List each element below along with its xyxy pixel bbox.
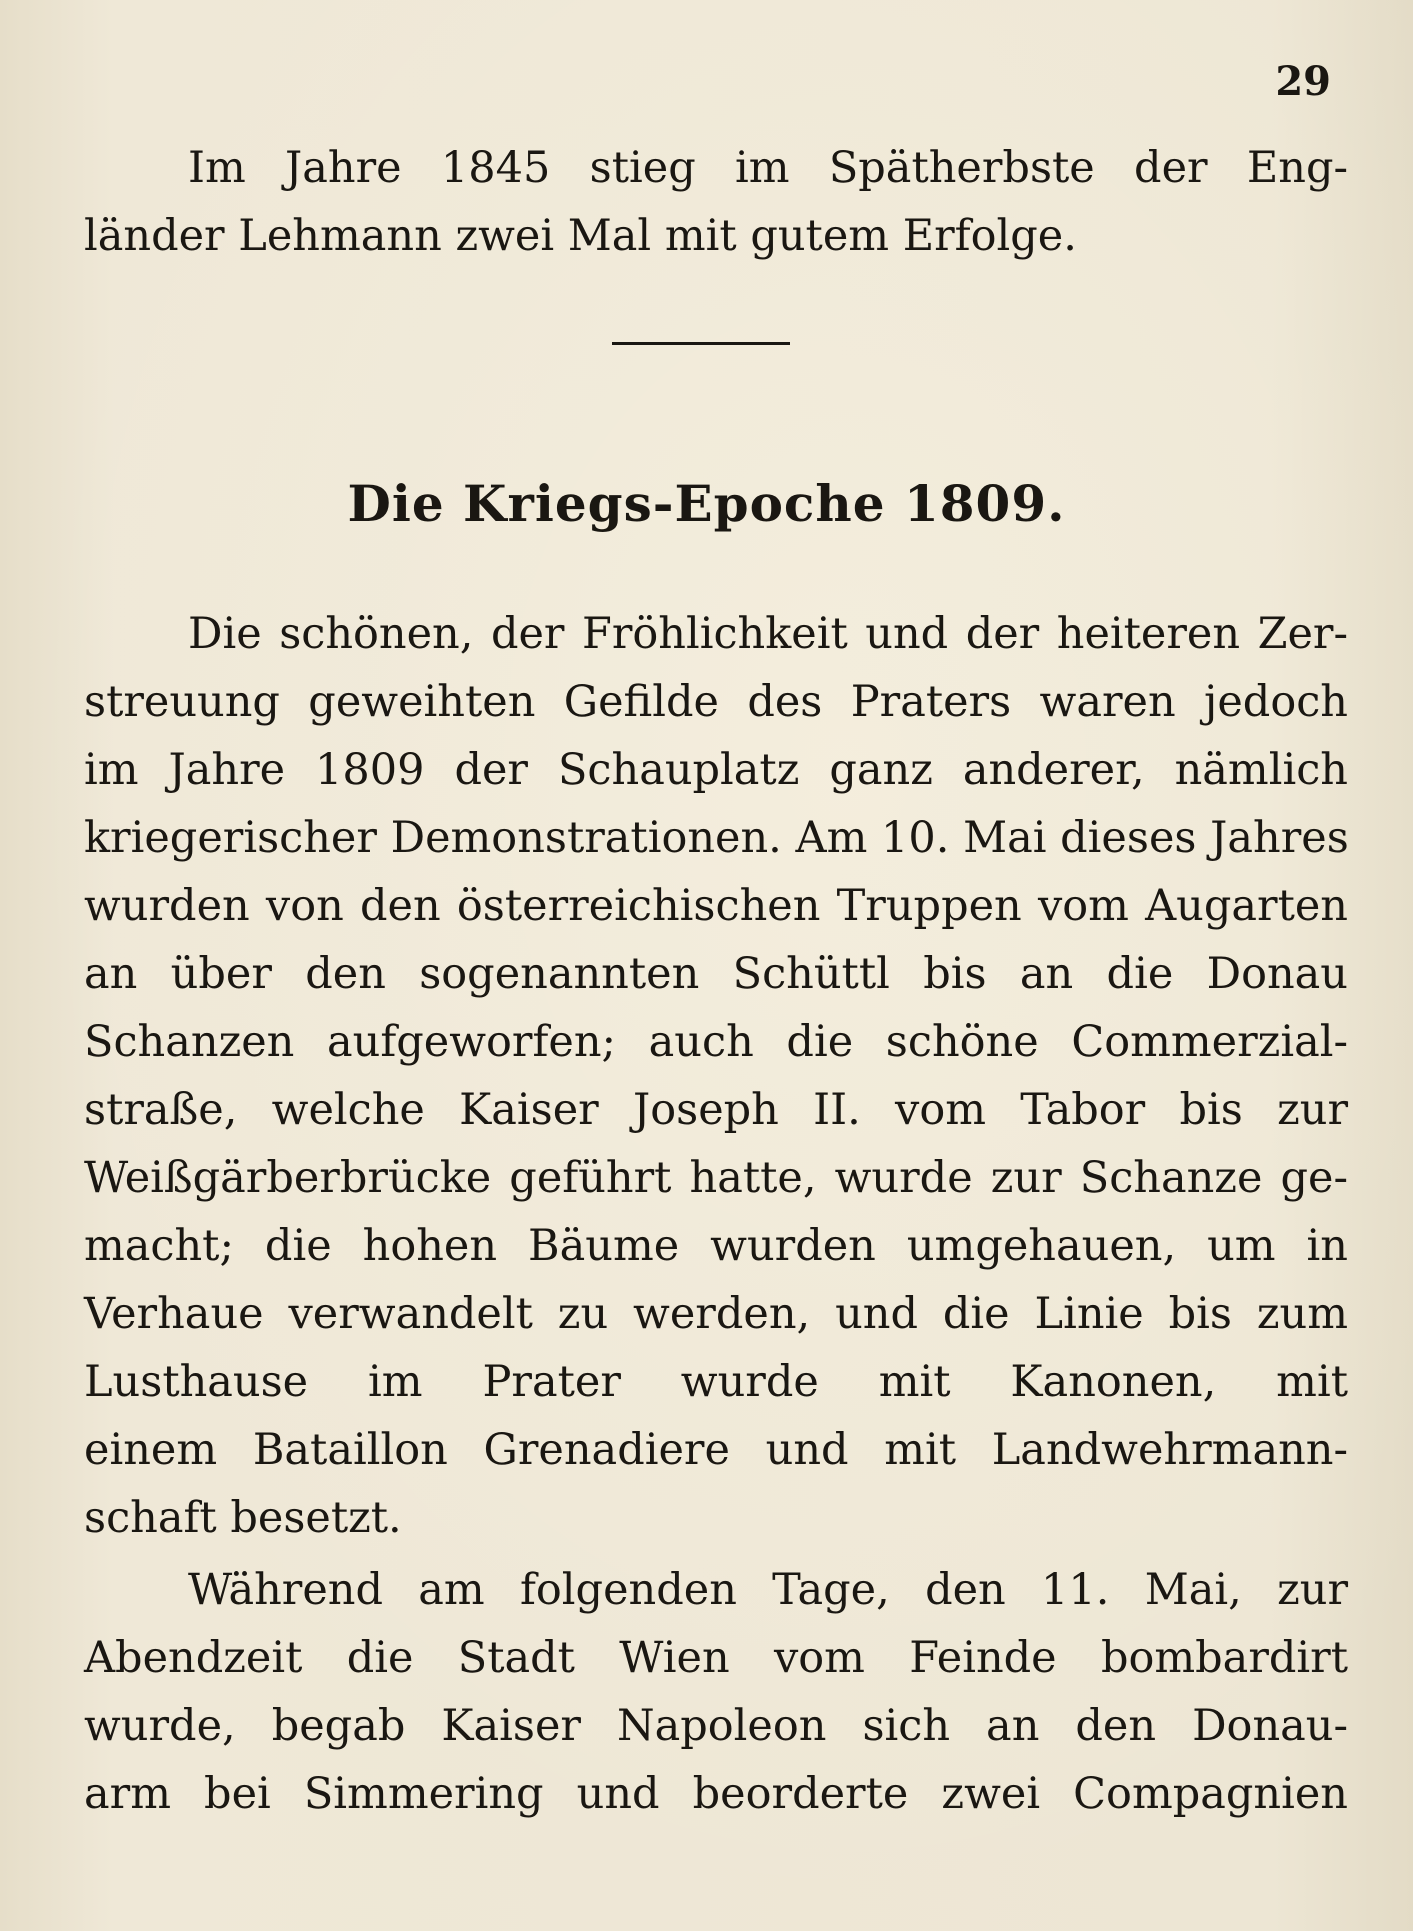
text-line: Abendzeit die Stadt Wien vom Feinde bombardirt: [84, 1633, 1348, 1683]
text-line: Während am folgenden Tage, den 11. Mai, zur: [188, 1565, 1348, 1615]
page-number: 29: [1275, 58, 1331, 105]
text-line: arm bei Simmering und beorderte zwei Compagnien: [84, 1769, 1348, 1819]
text-line: kriegerischer Demonstrationen. Am 10. Mai dieses Jahres: [84, 813, 1349, 863]
text-line: im Jahre 1809 der Schauplatz ganz anderer, nämlich: [84, 745, 1348, 795]
text-line: schaft besetzt.: [84, 1493, 402, 1543]
text-line: Weißgärberbrücke geführt hatte, wurde zur Schanze ge-: [84, 1153, 1348, 1203]
text-line: Die schönen, der Fröhlichkeit und der heiteren Zer-: [188, 609, 1348, 659]
text-line: wurde, begab Kaiser Napoleon sich an den Donau-: [84, 1701, 1348, 1751]
text-line: straße, welche Kaiser Joseph II. vom Tabor bis zur: [84, 1085, 1348, 1135]
section-divider: [612, 342, 790, 345]
text-line: Im Jahre 1845 stieg im Spätherbste der Eng-: [188, 143, 1348, 193]
text-line: länder Lehmann zwei Mal mit gutem Erfolge.: [84, 211, 1077, 261]
text-line: wurden von den österreichischen Truppen vom Augarten: [84, 881, 1348, 931]
section-heading: Die Kriegs-Epoche 1809.: [347, 474, 1066, 533]
text-line: an über den sogenannten Schüttl bis an die Donau: [84, 949, 1348, 999]
text-line: einem Bataillon Grenadiere und mit Landwehrmann-: [84, 1425, 1348, 1475]
text-line: streuung geweihten Gefilde des Praters waren jedoch: [84, 677, 1348, 727]
text-line: macht; die hohen Bäume wurden umgehauen, um in: [84, 1221, 1348, 1271]
text-line: Schanzen aufgeworfen; auch die schöne Commerzial-: [84, 1017, 1348, 1067]
text-line: Verhaue verwandelt zu werden, und die Linie bis zum: [84, 1289, 1348, 1339]
text-line: Lusthause im Prater wurde mit Kanonen, mit: [84, 1357, 1348, 1407]
